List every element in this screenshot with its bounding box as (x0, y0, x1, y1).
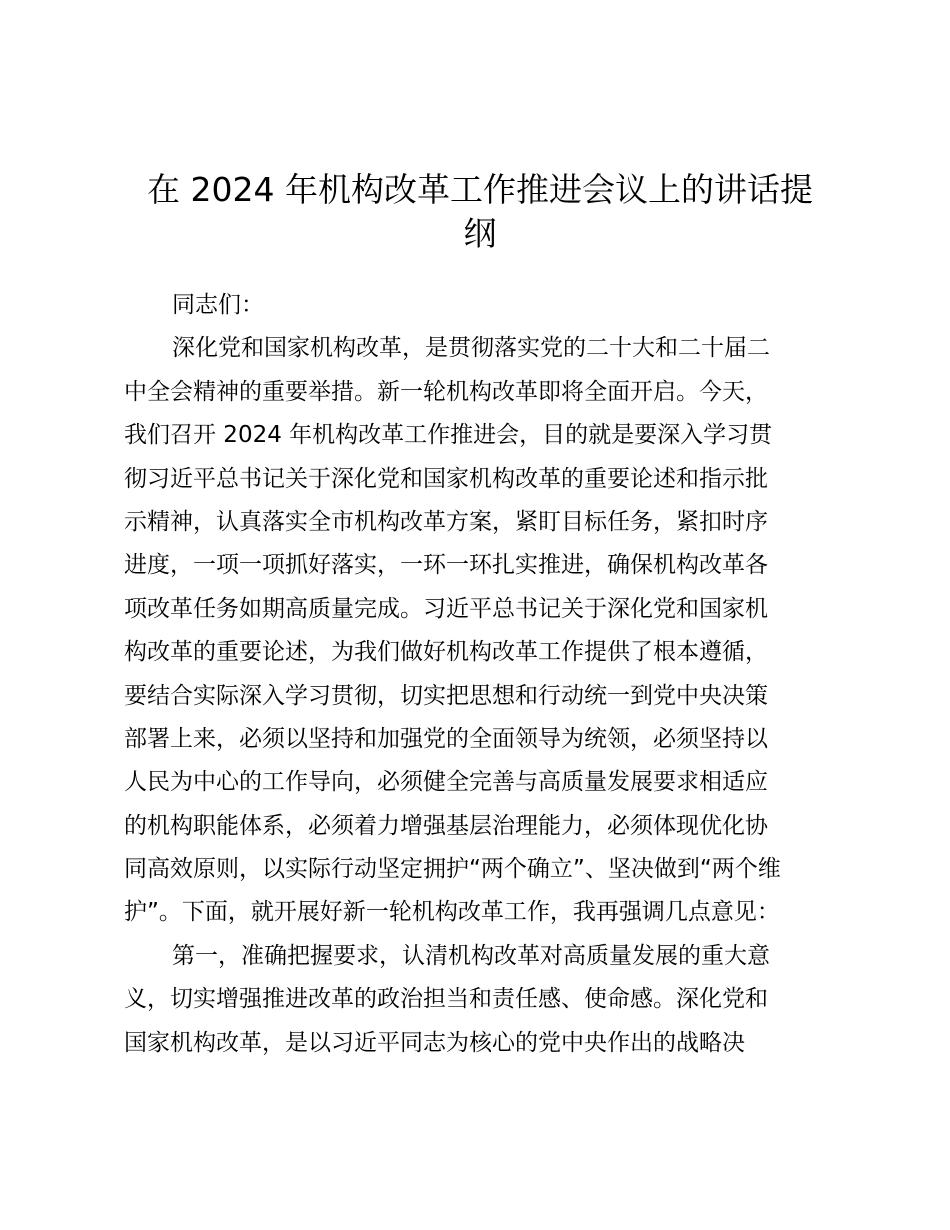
paragraph-line: 进度，一项一项抓好落实，一环一环扎实推进，确保机构改革各 (124, 552, 768, 579)
paragraph-line: 国家机构改革，是以习近平同志为核心的党中央作出的战略决 (124, 1029, 745, 1056)
paragraph-line: 构改革的重要论述，为我们做好机构改革工作提供了根本遵循， (124, 639, 768, 666)
paragraph-line: 义，切实增强推进改革的政治担当和责任感、使命感。深化党和 (124, 986, 768, 1013)
paragraph-line: 同高效原则，以实际行动坚定拥护“两个确立”、坚决做到“两个维 (124, 856, 781, 883)
paragraph-line: 项改革任务如期高质量完成。习近平总书记关于深化党和国家机 (124, 595, 768, 622)
salutation: 同志们： (172, 292, 264, 318)
paragraph-line: 部署上来，必须以坚持和加强党的全面领导为统领，必须坚持以 (124, 725, 768, 752)
paragraph-line: 护”。下面，就开展好新一轮机构改革工作，我再强调几点意见： (124, 899, 780, 926)
paragraph-line: 要结合实际深入学习贯彻，切实把思想和行动统一到党中央决策 (124, 682, 768, 709)
paragraph-line: 的机构职能体系，必须着力增强基层治理能力，必须体现优化协 (124, 812, 768, 839)
title-line: 在 2024 年机构改革工作推进会议上的讲话提 (147, 170, 813, 209)
paragraph-line: 彻习近平总书记关于深化党和国家机构改革的重要论述和指示批 (124, 465, 768, 492)
paragraph-line: 示精神，认真落实全市机构改革方案，紧盯目标任务，紧扣时序 (124, 508, 768, 535)
document-title (125, 168, 835, 256)
paragraph-line: 我们召开 2024 年机构改革工作推进会，目的就是要深入学习贯 (124, 422, 773, 449)
paragraph-line: 第一，准确把握要求，认清机构改革对高质量发展的重大意 (172, 942, 770, 969)
paragraph-line: 人民为中心的工作导向，必须健全完善与高质量发展要求相适应 (124, 769, 768, 796)
document-body (124, 284, 834, 1065)
paragraph-line: 中全会精神的重要举措。新一轮机构改革即将全面开启。今天， (124, 378, 768, 405)
title-line: 纲 (463, 214, 497, 253)
paragraph-line: 深化党和国家机构改革，是贯彻落实党的二十大和二十届二 (172, 335, 770, 362)
